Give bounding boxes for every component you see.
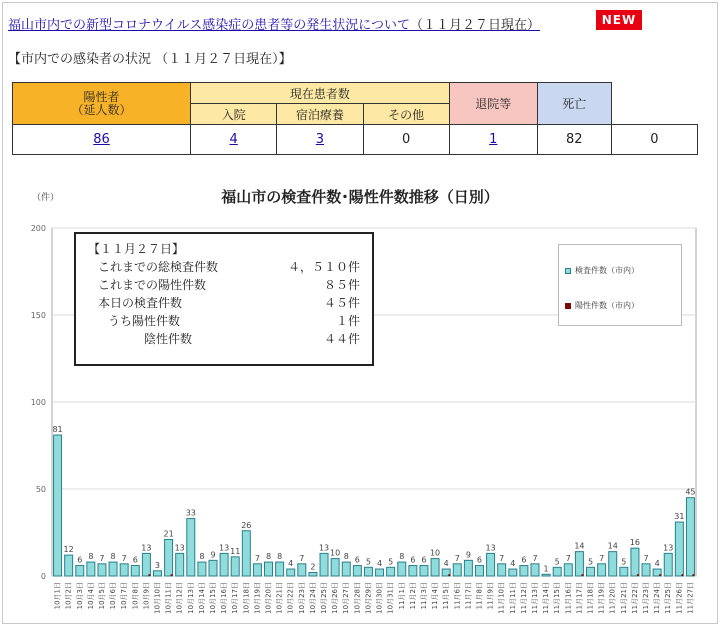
header-link-text[interactable]: 福山市内での新型コロナウイルス感染症の患者等の発生状況について xyxy=(8,18,410,33)
data-label: 14 xyxy=(607,541,618,551)
summary-row xyxy=(88,294,360,312)
summary-row-label: 陰性件数 xyxy=(144,332,193,346)
x-tick-label: 10月6日 xyxy=(109,582,118,610)
header-date: （１１月２７日現在） xyxy=(409,18,540,33)
x-tick-label: 11月22日 xyxy=(630,582,639,614)
header-hospital: 入院 xyxy=(191,104,277,125)
x-tick-label: 11月17日 xyxy=(575,582,584,614)
test-bar xyxy=(209,560,217,576)
positive-bar xyxy=(148,574,150,576)
data-label: 4 xyxy=(288,559,294,569)
x-tick-label: 11月27日 xyxy=(686,582,695,614)
x-tick-label: 10月4日 xyxy=(86,582,95,610)
test-bar xyxy=(453,564,461,576)
data-label: 21 xyxy=(163,529,174,539)
legend-label-tests: 検査件数（市内） xyxy=(575,266,639,275)
data-label: 5 xyxy=(388,557,394,567)
data-label: 9 xyxy=(210,550,216,560)
data-label: 5 xyxy=(365,557,371,567)
data-label: 7 xyxy=(532,553,538,563)
test-bar xyxy=(265,562,273,576)
header-death: 死亡 xyxy=(537,83,611,125)
x-tick-label: 10月22日 xyxy=(286,582,295,614)
x-tick-label: 11月12日 xyxy=(519,582,528,614)
test-bar xyxy=(109,562,117,576)
x-tick-label: 10月9日 xyxy=(142,582,151,610)
x-tick-label: 11月13日 xyxy=(531,582,539,614)
data-label: 9 xyxy=(465,550,471,560)
data-label: 5 xyxy=(587,557,594,567)
test-bar xyxy=(587,567,595,576)
value-lodging: 0 xyxy=(363,125,449,155)
data-label: 8 xyxy=(110,552,116,562)
header-other: その他 xyxy=(363,104,449,125)
x-tick-label: 10月17日 xyxy=(231,582,240,614)
legend-swatch-tests xyxy=(565,268,571,274)
test-bar xyxy=(475,566,483,576)
value-positive xyxy=(13,125,191,155)
data-label: 4 xyxy=(443,559,449,569)
test-bar xyxy=(520,566,528,576)
data-label: 4 xyxy=(377,559,383,569)
data-label: 7 xyxy=(121,553,127,563)
header-lodging: 宿泊療養 xyxy=(277,104,363,125)
test-bar xyxy=(686,498,694,576)
summary-row-label: 本日の検査件数 xyxy=(98,296,183,310)
value-other xyxy=(449,125,537,155)
positive-bar xyxy=(692,574,694,576)
summary-title: 【１１月２７日】 xyxy=(88,242,185,256)
x-tick-label: 11月5日 xyxy=(442,582,451,610)
data-label: 1 xyxy=(543,564,549,574)
summary-row-value: ４，５１０件 xyxy=(287,260,360,274)
chart-legend xyxy=(558,244,682,326)
data-label: 16 xyxy=(629,538,641,548)
hospital-link[interactable]: 3 xyxy=(315,132,325,147)
test-bar xyxy=(320,553,328,576)
positive-bar xyxy=(637,574,639,576)
test-bar xyxy=(298,564,306,576)
test-bar xyxy=(620,567,628,576)
data-label: 13 xyxy=(141,543,152,553)
test-bar xyxy=(165,539,173,576)
section-subtitle: 【市内での感染者の状況 （１１月２７日現在）】 xyxy=(8,52,292,67)
y-tick-label: 200 xyxy=(30,224,46,233)
test-bar xyxy=(287,569,295,576)
x-tick-label: 11月7日 xyxy=(464,582,473,610)
x-tick-label: 10月24日 xyxy=(308,582,317,614)
data-label: 7 xyxy=(299,553,305,563)
header-positive: 陽性者 （延人数） xyxy=(13,83,191,125)
test-bar xyxy=(142,553,150,576)
summary-row-label: うち陽性件数 xyxy=(108,314,181,328)
test-bar xyxy=(242,531,250,576)
positive-bar xyxy=(681,574,683,576)
x-tick-label: 10月28日 xyxy=(353,582,362,614)
x-tick-label: 11月15日 xyxy=(553,582,562,614)
x-tick-label: 11月18日 xyxy=(586,582,595,614)
test-bar xyxy=(342,562,350,576)
x-tick-label: 11月11日 xyxy=(508,582,517,614)
data-label: 5 xyxy=(554,557,560,567)
x-tick-label: 10月27日 xyxy=(342,582,351,614)
test-bar xyxy=(498,564,506,576)
test-bar xyxy=(664,553,672,576)
test-bar xyxy=(231,557,239,576)
summary-row xyxy=(88,330,360,348)
x-tick-label: 11月23日 xyxy=(642,582,651,614)
data-label: 26 xyxy=(241,520,252,530)
data-label: 4 xyxy=(510,559,516,569)
new-badge: NEW xyxy=(596,10,642,30)
data-label: 45 xyxy=(685,487,696,497)
summary-row xyxy=(88,276,360,294)
test-bar xyxy=(675,522,683,576)
positive-bar xyxy=(448,574,450,576)
daily-test-chart xyxy=(12,178,708,618)
test-bar xyxy=(564,564,572,576)
test-bar xyxy=(253,564,261,576)
x-tick-label: 10月2日 xyxy=(64,582,73,610)
x-tick-label: 10月18日 xyxy=(242,582,251,614)
x-tick-label: 11月9日 xyxy=(486,582,495,610)
test-bar xyxy=(531,564,539,576)
x-tick-label: 10月31日 xyxy=(386,582,395,614)
x-tick-label: 11月3日 xyxy=(419,582,428,610)
test-bar xyxy=(376,569,384,576)
x-tick-label: 10月15日 xyxy=(209,582,217,614)
x-tick-label: 10月21日 xyxy=(275,582,284,614)
test-bar xyxy=(431,559,439,576)
test-bar xyxy=(331,559,339,576)
x-tick-label: 10月20日 xyxy=(264,582,273,614)
x-tick-label: 10月14日 xyxy=(197,582,206,614)
data-label: 8 xyxy=(199,552,205,562)
x-tick-label: 10月26日 xyxy=(331,582,340,614)
positive-bar xyxy=(581,574,583,576)
data-label: 8 xyxy=(88,552,94,562)
test-bar xyxy=(198,562,206,576)
summary-row xyxy=(88,312,360,330)
data-label: 4 xyxy=(654,559,660,569)
x-tick-label: 11月26日 xyxy=(675,582,684,614)
x-tick-label: 11月14日 xyxy=(542,582,551,614)
covid-status-link[interactable] xyxy=(8,14,540,33)
data-label: 13 xyxy=(485,543,496,553)
x-tick-label: 10月8日 xyxy=(131,582,140,610)
x-tick-label: 10月16日 xyxy=(220,582,229,614)
test-bar xyxy=(387,567,395,576)
value-discharged: 82 xyxy=(537,125,611,155)
x-tick-label: 11月4日 xyxy=(431,582,440,610)
positive-bar xyxy=(171,574,173,576)
data-label: 3 xyxy=(154,560,161,570)
header-current: 現在患者数 xyxy=(191,83,450,104)
value-death: 0 xyxy=(611,125,697,155)
x-tick-label: 10月23日 xyxy=(297,582,306,614)
data-label: 10 xyxy=(429,548,441,558)
test-bar xyxy=(353,566,361,576)
x-tick-label: 11月1日 xyxy=(397,582,406,610)
data-label: 6 xyxy=(132,555,138,565)
x-tick-label: 10月25日 xyxy=(320,582,329,614)
data-label: 2 xyxy=(310,562,316,572)
data-label: 12 xyxy=(63,545,74,555)
data-label: 13 xyxy=(663,543,674,553)
legend-item-positive xyxy=(565,300,675,311)
x-tick-label: 11月2日 xyxy=(408,582,417,610)
data-label: 14 xyxy=(574,541,585,551)
x-tick-label: 11月16日 xyxy=(564,582,573,614)
test-bar xyxy=(364,567,372,576)
data-label: 6 xyxy=(410,555,416,565)
summary-row xyxy=(88,258,360,276)
summary-box xyxy=(74,232,374,366)
legend-item-tests xyxy=(565,265,675,276)
x-tick-label: 10月19日 xyxy=(253,582,262,614)
x-tick-label: 11月6日 xyxy=(453,582,462,610)
test-bar xyxy=(487,553,495,576)
x-tick-label: 10月11日 xyxy=(164,582,173,614)
data-label: 8 xyxy=(277,552,283,562)
header-discharged: 退院等 xyxy=(449,83,537,125)
current-link[interactable]: 4 xyxy=(229,132,238,147)
x-tick-label: 10月29日 xyxy=(364,582,373,614)
x-tick-label: 10月13日 xyxy=(186,582,195,614)
test-bar xyxy=(398,562,406,576)
test-bar xyxy=(553,567,561,576)
test-bar xyxy=(309,573,317,576)
x-tick-label: 11月24日 xyxy=(653,582,662,614)
data-label: 5 xyxy=(621,557,627,567)
y-axis-label: （件） xyxy=(32,193,60,203)
test-bar xyxy=(420,566,428,576)
summary-row-value: ４４件 xyxy=(323,332,360,346)
test-bar xyxy=(598,564,606,576)
data-label: 8 xyxy=(343,552,349,562)
data-label: 6 xyxy=(521,555,527,565)
test-bar xyxy=(509,569,517,576)
other-link[interactable]: 1 xyxy=(489,132,498,147)
y-tick-label: 150 xyxy=(30,311,46,320)
data-label: 7 xyxy=(499,553,505,563)
data-label: 7 xyxy=(565,553,571,563)
test-bar xyxy=(631,548,639,576)
positive-bar xyxy=(659,574,661,576)
data-label: 7 xyxy=(99,553,105,563)
summary-row-label: これまでの陽性件数 xyxy=(98,278,207,292)
data-label: 10 xyxy=(330,548,341,558)
test-bar xyxy=(131,566,139,576)
test-bar xyxy=(65,555,73,576)
data-label: 6 xyxy=(77,555,83,565)
y-tick-label: 100 xyxy=(30,398,46,407)
x-tick-label: 11月20日 xyxy=(608,582,617,614)
data-label: 7 xyxy=(454,553,460,563)
test-bar xyxy=(176,553,184,576)
positive-link[interactable]: 86 xyxy=(93,132,110,147)
data-label: 6 xyxy=(476,555,483,565)
x-tick-label: 11月19日 xyxy=(597,582,606,614)
data-label: 11 xyxy=(230,546,241,556)
test-bar xyxy=(220,553,228,576)
data-label: 7 xyxy=(599,553,605,563)
data-label: 31 xyxy=(674,512,685,522)
data-label: 13 xyxy=(174,543,185,553)
summary-row-value: １件 xyxy=(335,314,360,328)
summary-row-value: ８５件 xyxy=(323,278,360,292)
test-bar xyxy=(542,574,550,576)
legend-swatch-positive xyxy=(565,303,571,309)
data-label: 7 xyxy=(254,553,260,563)
summary-row-label: これまでの総検査件数 xyxy=(98,260,219,274)
test-bar xyxy=(609,552,617,576)
summary-row-value: ４５件 xyxy=(323,296,360,310)
test-bar xyxy=(464,560,472,576)
x-tick-label: 11月25日 xyxy=(664,582,673,614)
data-label: 33 xyxy=(185,508,196,518)
test-bar xyxy=(54,435,62,576)
test-bar xyxy=(642,564,650,576)
data-label: 6 xyxy=(354,555,360,565)
x-tick-label: 11月8日 xyxy=(475,582,484,610)
x-tick-label: 10月1日 xyxy=(53,582,62,610)
data-label: 81 xyxy=(52,425,63,435)
test-bar xyxy=(98,564,106,576)
x-tick-label: 11月10日 xyxy=(497,582,506,614)
x-tick-label: 10月12日 xyxy=(175,582,184,614)
x-tick-label: 10月5日 xyxy=(97,582,106,610)
data-label: 13 xyxy=(219,543,230,553)
x-tick-label: 10月10日 xyxy=(153,582,162,614)
value-hospital xyxy=(277,125,363,155)
infection-status-table xyxy=(12,82,698,155)
test-bar xyxy=(187,519,195,576)
test-bar xyxy=(87,562,95,576)
test-bar xyxy=(575,552,583,576)
test-bar xyxy=(76,566,84,576)
data-label: 8 xyxy=(265,552,272,562)
legend-label-positive: 陽性件数（市内） xyxy=(575,301,639,310)
value-current xyxy=(191,125,277,155)
test-bar xyxy=(276,562,284,576)
chart-title: 福山市の検査件数･陽性件数推移（日別） xyxy=(221,188,499,206)
data-label: 13 xyxy=(318,543,330,553)
test-bar xyxy=(120,564,128,576)
data-label: 6 xyxy=(421,555,427,565)
data-label: 7 xyxy=(643,553,649,563)
x-tick-label: 10月7日 xyxy=(120,582,129,610)
x-tick-label: 10月3日 xyxy=(75,582,84,610)
y-tick-label: 0 xyxy=(40,572,46,581)
y-tick-label: 50 xyxy=(35,485,46,494)
x-tick-label: 11月21日 xyxy=(619,582,628,614)
test-bar xyxy=(153,571,161,576)
data-label: 8 xyxy=(399,552,405,562)
test-bar xyxy=(409,566,417,576)
x-tick-label: 10月30日 xyxy=(375,582,384,614)
